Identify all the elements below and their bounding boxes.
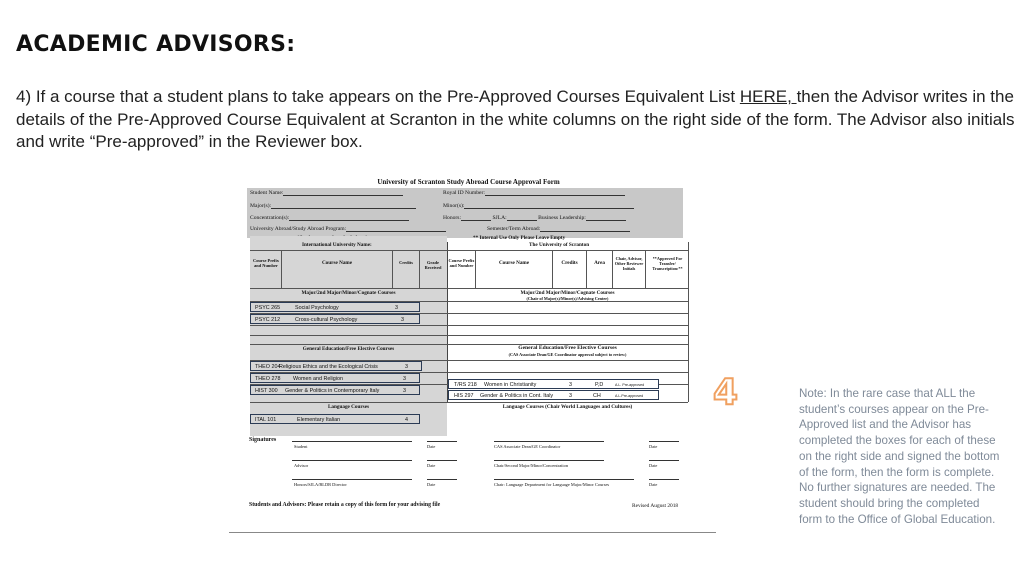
instruction-paragraph	[16, 86, 1016, 154]
sig-cas-dean-date: Date	[649, 444, 658, 449]
semester-field: Semester/Term Abroad:	[487, 226, 630, 232]
col-credits-left: Credits	[399, 260, 413, 265]
major-section-left: Major/2nd Major/Minor/Cognate Courses	[301, 290, 396, 296]
sig-honors-date: Date	[427, 482, 436, 487]
sig-honors-director: Honors/SJLA/BLDR Director	[294, 482, 347, 487]
form-title: University of Scranton Study Abroad Course Approval Form	[377, 178, 560, 186]
col-grade-left: Grade Received	[424, 260, 442, 270]
instruction-text-2: then the Advisor writes in the details of the Pre-Approved Course Equivalent at Scranton in the white columns on the right side of the form. The Advisor also initials and write “Pre-approved” in the Reviewer box.	[16, 87, 1015, 151]
sig-student: Student	[294, 444, 308, 449]
sig-language-chair: Chair: Language Department for Language Major/Minor Courses	[494, 482, 610, 487]
student-info-block	[247, 188, 683, 238]
sig-chair-date: Date	[649, 463, 658, 468]
language-section-left: Language Courses	[327, 404, 370, 410]
side-note: Note: In the rare case that ALL the student’s courses appear on the Pre-Approved list and the Advisor has completed the boxes for each of these on the right side and signed the bottom of the form, then the form is complete. No further signatures are needed. The student should bring the completed form to the Office of Global Education.	[799, 387, 1000, 526]
scranton-header: The University of Scranton	[529, 242, 590, 248]
international-university-header: International University Name:	[302, 242, 372, 248]
right-course-entry: HIS 297 Gender & Politics in Cont. Italy 3 CH A.L.Pre-approved	[448, 390, 659, 400]
student-name-field: Student Name:	[250, 190, 403, 196]
step-number: 4	[713, 372, 739, 413]
royal-id-field: Royal ID Number:	[443, 190, 625, 196]
major-section-right-sub: (Chair of Major(s)/Minor(s)/Advising Center)	[526, 296, 609, 301]
honors-field: Honors: SJLA: Business Leadership:	[443, 215, 626, 221]
sig-advisor-date: Date	[427, 463, 436, 468]
sig-student-date: Date	[427, 444, 436, 449]
col-name-right: Course Name	[498, 260, 530, 266]
form-revised: Revised August 2018	[632, 503, 679, 509]
slide-title: ACADEMIC ADVISORS:	[16, 32, 296, 57]
course-approval-form	[247, 176, 690, 516]
major-field: Major(s):	[250, 203, 416, 209]
sig-chair: Chair/Second Major/Minor/Concentration	[494, 463, 569, 468]
col-name-left: Course Name	[321, 260, 353, 266]
gen-ed-section-left: General Education/Free Elective Courses	[302, 346, 395, 352]
pre-approved-list-link[interactable]: HERE,	[739, 87, 797, 106]
form-footer: Students and Advisors: Please retain a copy of this form for your advising file	[249, 502, 441, 508]
internal-use-banner: ** Internal Use Only Please Leave Empty	[473, 235, 566, 241]
left-course-entry: PSYC 212 Cross-cultural Psychology 3	[250, 314, 420, 324]
instruction-text-1: 4) If a course that a student plans to take appears on the Pre-Approved Courses Equivalent List	[16, 87, 740, 106]
col-prefix-right: Course Prefix and Number	[448, 258, 475, 268]
left-course-entry: HIST 300 Gender & Politics in Contemporary Italy 3	[250, 385, 420, 395]
right-course-entry: T/RS 218 Women in Christianity 3 P,D A.L. Pre-approved	[448, 379, 659, 389]
sig-language-date: Date	[649, 482, 658, 487]
divider-line	[229, 532, 716, 533]
signatures-label: Signatures	[249, 437, 277, 443]
sig-cas-dean: CAS Associate Dean/GE Coordinator	[494, 444, 561, 449]
sig-advisor: Advisor	[294, 463, 309, 468]
col-area-right: Area	[594, 260, 605, 266]
left-course-entry: THEO 278 Women and Religion 3	[250, 373, 420, 383]
col-credits-right: Credits	[561, 260, 578, 266]
left-course-entry: ITAL 101 Elementary Italian 4	[250, 414, 420, 424]
col-prefix-left: Course Prefix and Number	[253, 258, 279, 268]
minor-field: Minor(s):	[443, 203, 634, 209]
gen-ed-section-right: General Education/Free Elective Courses	[518, 345, 617, 351]
left-course-entry: THEO 204 Religious Ethics and the Ecological Crisis 3	[250, 361, 422, 371]
program-field: University Abroad/Study Abroad Program:	[250, 226, 446, 232]
language-section-right: Language Courses (Chair World Languages and Cultures)	[502, 404, 633, 410]
left-course-entry: PSYC 265 Social Psychology 3	[250, 302, 420, 312]
gen-ed-section-right-sub: (CAS Associate Dean/GE Coordinator approval subject to review)	[508, 352, 627, 357]
major-section-right: Major/2nd Major/Minor/Cognate Courses	[520, 290, 615, 296]
concentration-field: Concentration(s):	[250, 215, 409, 221]
col-approved-right: **Approved For Transfer/ Transcription:**	[652, 256, 683, 271]
col-initials-right: Chair, Advisor, Other Reviewer Initials	[614, 256, 644, 271]
